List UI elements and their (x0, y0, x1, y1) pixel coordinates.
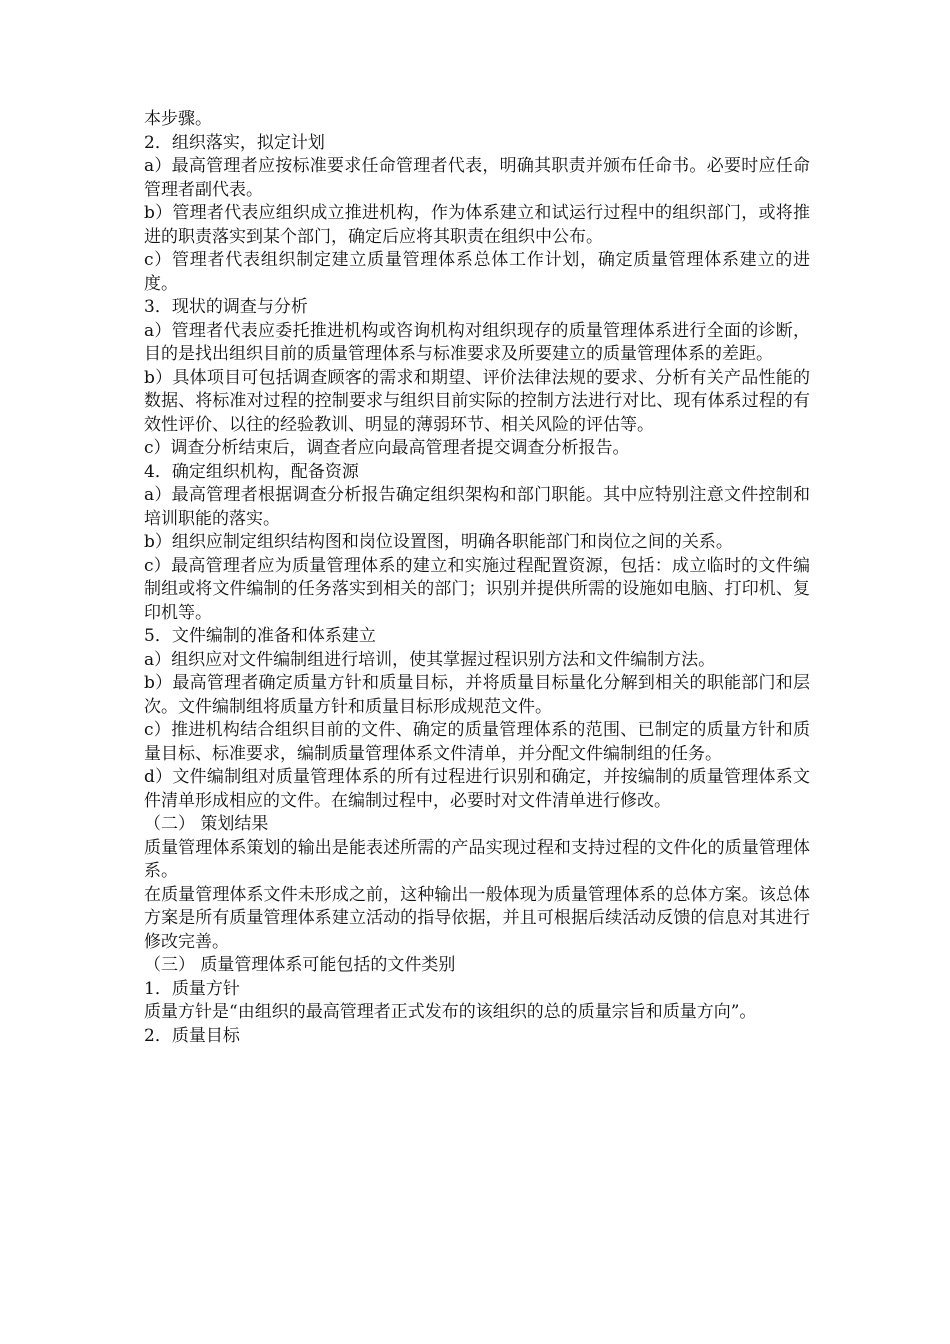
section-heading: 2．组织落实，拟定计划 (144, 132, 325, 153)
section-heading: 1．质量方针 (144, 978, 240, 999)
section-heading: （三） 质量管理体系可能包括的文件类别 (144, 955, 456, 975)
paragraph: a）最高管理者根据调查分析报告确定组织架构和部门职能。其中应特别注意文件控制和培训职能的落实。 (144, 485, 810, 529)
paragraph: c）最高管理者应为质量管理体系的建立和实施过程配置资源，包括：成立临时的文件编制组或将文件编制的任务落实到相关的部门；识别并提供所需的设施如电脑、打印机、复印机等。 (144, 555, 810, 623)
section-heading: 4．确定组织机构，配备资源 (144, 461, 359, 482)
paragraph: b）管理者代表应组织成立推进机构，作为体系建立和试运行过程中的组织部门，或将推进的职责落实到某个部门，确定后应将其职责在组织中公布。 (144, 203, 810, 247)
paragraph: 本步骤。 (144, 109, 212, 129)
paragraph: 质量管理体系策划的输出是能表述所需的产品实现过程和支持过程的文件化的质量管理体系。 (144, 837, 810, 881)
paragraph: b）具体项目可包括调查顾客的需求和期望、评价法律法规的要求、分析有关产品性能的数据、将标准对过程的控制要求与组织目前实际的控制方法进行对比、现有体系过程的有效性评价、以往的经验教训、明显的薄弱环节、相关风险的评估等。 (144, 367, 810, 435)
paragraph: b）最高管理者确定质量方针和质量目标，并将质量目标量化分解到相关的职能部门和层次。文件编制组将质量方针和质量目标形成规范文件。 (144, 673, 810, 717)
document-page (144, 108, 810, 1048)
paragraph: 质量方针是“由组织的最高管理者正式发布的该组织的总的质量宗旨和质量方向”。 (144, 1002, 757, 1022)
section-heading: （二） 策划结果 (144, 814, 269, 834)
paragraph: c）推进机构结合组织目前的文件、确定的质量管理体系的范围、已制定的质量方针和质量目标、标准要求，编制质量管理体系文件清单，并分配文件编制组的任务。 (144, 720, 810, 764)
paragraph: a）最高管理者应按标准要求任命管理者代表，明确其职责并颁布任命书。必要时应任命管理者副代表。 (144, 156, 810, 200)
section-heading: 5．文件编制的准备和体系建立 (144, 626, 376, 646)
paragraph: 在质量管理体系文件未形成之前，这种输出一般体现为质量管理体系的总体方案。该总体方案是所有质量管理体系建立活动的指导依据，并且可根据后续活动反馈的信息对其进行修改完善。 (144, 884, 810, 952)
paragraph: d）文件编制组对质量管理体系的所有过程进行识别和确定，并按编制的质量管理体系文件清单形成相应的文件。在编制过程中，必要时对文件清单进行修改。 (144, 767, 810, 811)
section-heading: 2．质量目标 (144, 1025, 240, 1046)
paragraph: a）组织应对文件编制组进行培训，使其掌握过程识别方法和文件编制方法。 (144, 649, 716, 670)
paragraph: b）组织应制定组织结构图和岗位设置图，明确各职能部门和岗位之间的关系。 (144, 532, 733, 552)
paragraph: a）管理者代表应委托推进机构或咨询机构对组织现存的质量管理体系进行全面的诊断，目的是找出组织目前的质量管理体系与标准要求及所要建立的质量管理体系的差距。 (144, 320, 810, 364)
paragraph: c）管理者代表组织制定建立质量管理体系总体工作计划，确定质量管理体系建立的进度。 (144, 250, 810, 294)
paragraph: c）调查分析结束后，调查者应向最高管理者提交调查分析报告。 (144, 438, 630, 458)
section-heading: 3．现状的调查与分析 (144, 297, 308, 317)
